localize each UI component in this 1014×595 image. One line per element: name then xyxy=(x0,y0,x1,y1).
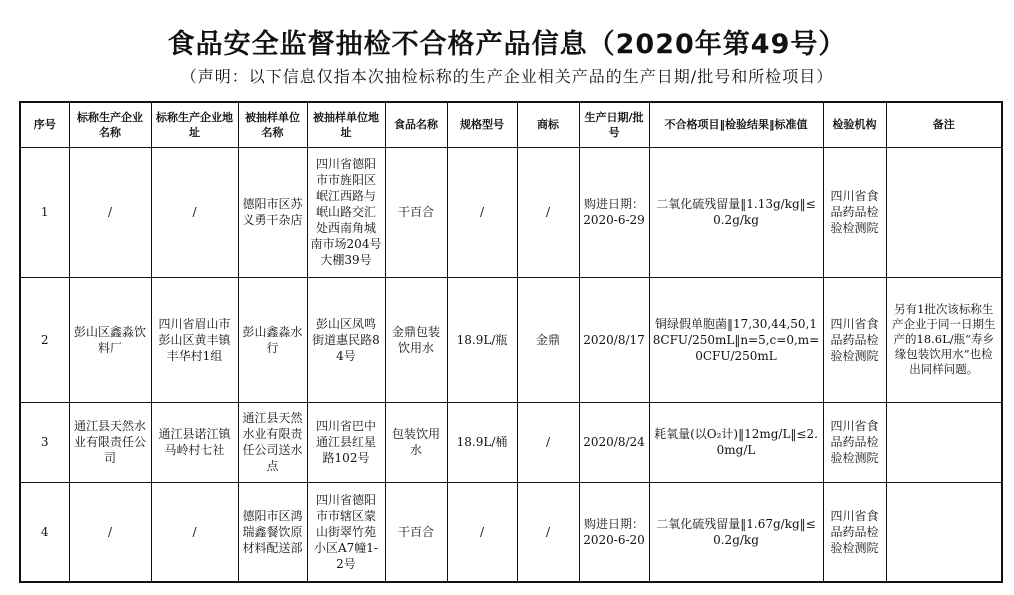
header-item: 不合格项目‖检验结果‖标准值 xyxy=(649,102,823,147)
cell-producer-addr: 四川省眉山市彭山区黄丰镇丰华村1组 xyxy=(151,277,238,402)
cell-sampled-unit: 德阳市区苏义勇干杂店 xyxy=(238,147,307,277)
page-subtitle: （声明：以下信息仅指本次抽检标称的生产企业相关产品的生产日期/批号和所检项目） xyxy=(180,67,834,86)
table-row xyxy=(20,147,1002,277)
cell-item: 二氧化硫残留量‖1.67g/kg‖≤0.2g/kg xyxy=(649,482,823,582)
cell-date: 2020/8/24 xyxy=(579,402,649,482)
cell-food: 包装饮用水 xyxy=(385,402,447,482)
cell-spec: 18.9L/瓶 xyxy=(447,277,517,402)
cell-producer: / xyxy=(69,147,151,277)
cell-no: 2 xyxy=(20,277,69,402)
inspection-table xyxy=(19,101,1003,583)
page-title: 食品安全监督抽检不合格产品信息（2020年第49号） xyxy=(167,29,847,60)
cell-sampled-unit: 彭山鑫淼水行 xyxy=(238,277,307,402)
cell-no: 4 xyxy=(20,482,69,582)
cell-note xyxy=(886,147,1002,277)
cell-brand: / xyxy=(517,402,579,482)
cell-no: 3 xyxy=(20,402,69,482)
cell-spec: / xyxy=(447,482,517,582)
cell-date: 购进日期：2020-6-20 xyxy=(579,482,649,582)
cell-sampled-unit: 德阳市区鸿瑞鑫餐饮原材料配送部 xyxy=(238,482,307,582)
cell-producer: 彭山区鑫淼饮料厂 xyxy=(69,277,151,402)
header-lab: 检验机构 xyxy=(823,102,886,147)
table-header-row xyxy=(20,102,1002,147)
table-row xyxy=(20,482,1002,582)
cell-brand: 金鼎 xyxy=(517,277,579,402)
header-producer: 标称生产企业名称 xyxy=(69,102,151,147)
cell-brand: / xyxy=(517,147,579,277)
cell-sampled-addr: 四川省巴中通江县红星路102号 xyxy=(307,402,385,482)
cell-spec: 18.9L/桶 xyxy=(447,402,517,482)
cell-note: 另有1批次该标称生产企业于同一日期生产的18.6L/瓶“寿乡缘包装饮用水”也检出同样问题。 xyxy=(886,277,1002,402)
cell-lab: 四川省食品药品检验检测院 xyxy=(823,482,886,582)
cell-producer-addr: / xyxy=(151,147,238,277)
table-row xyxy=(20,277,1002,402)
cell-sampled-addr: 彭山区凤鸣街道惠民路84号 xyxy=(307,277,385,402)
header-no: 序号 xyxy=(20,102,69,147)
cell-sampled-addr: 四川省德阳市市旌阳区岷江西路与岷山路交汇处西南角城南市场204号大棚39号 xyxy=(307,147,385,277)
cell-brand: / xyxy=(517,482,579,582)
cell-note xyxy=(886,402,1002,482)
cell-food: 干百合 xyxy=(385,482,447,582)
cell-food: 干百合 xyxy=(385,147,447,277)
header-food: 食品名称 xyxy=(385,102,447,147)
cell-date: 2020/8/17 xyxy=(579,277,649,402)
cell-producer-addr: 通江县诺江镇马岭村七社 xyxy=(151,402,238,482)
table-row xyxy=(20,402,1002,482)
cell-food: 金鼎包装饮用水 xyxy=(385,277,447,402)
cell-producer: 通江县天然水业有限责任公司 xyxy=(69,402,151,482)
cell-lab: 四川省食品药品检验检测院 xyxy=(823,147,886,277)
cell-lab: 四川省食品药品检验检测院 xyxy=(823,402,886,482)
cell-sampled-unit: 通江县天然水业有限责任公司送水点 xyxy=(238,402,307,482)
cell-spec: / xyxy=(447,147,517,277)
header-date: 生产日期/批号 xyxy=(579,102,649,147)
header-spec: 规格型号 xyxy=(447,102,517,147)
cell-item: 二氧化硫残留量‖1.13g/kg‖≤0.2g/kg xyxy=(649,147,823,277)
cell-producer: / xyxy=(69,482,151,582)
header-brand: 商标 xyxy=(517,102,579,147)
cell-sampled-addr: 四川省德阳市市辖区蒙山街翠竹苑小区A7幢1-2号 xyxy=(307,482,385,582)
cell-date: 购进日期：2020-6-29 xyxy=(579,147,649,277)
cell-note xyxy=(886,482,1002,582)
cell-no: 1 xyxy=(20,147,69,277)
header-sampled-unit: 被抽样单位名称 xyxy=(238,102,307,147)
cell-item: 铜绿假单胞菌‖17,30,44,50,18CFU/250mL‖n=5,c=0,m=0CFU/250mL xyxy=(649,277,823,402)
header-sampled-addr: 被抽样单位地址 xyxy=(307,102,385,147)
cell-producer-addr: / xyxy=(151,482,238,582)
header-producer-addr: 标称生产企业地址 xyxy=(151,102,238,147)
header-note: 备注 xyxy=(886,102,1002,147)
cell-item: 耗氧量(以O₂计)‖12mg/L‖≤2.0mg/L xyxy=(649,402,823,482)
cell-lab: 四川省食品药品检验检测院 xyxy=(823,277,886,402)
